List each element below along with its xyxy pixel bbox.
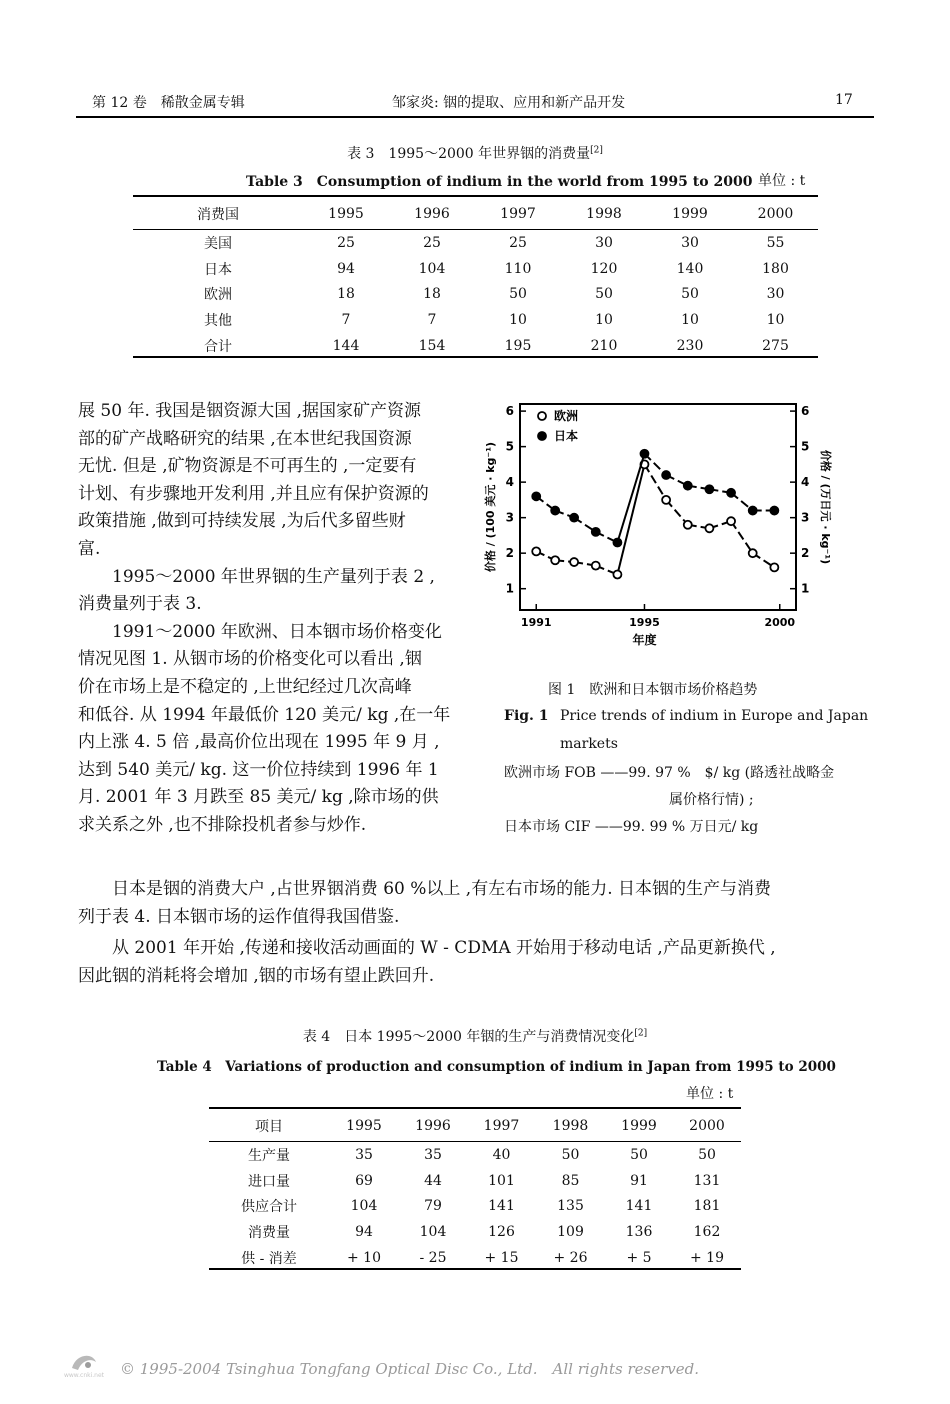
table4-cell: 50 bbox=[630, 1146, 648, 1163]
table4 bbox=[209, 1111, 741, 1271]
x-tick-label: 1995 bbox=[629, 616, 660, 629]
table3-cell: 140 bbox=[676, 260, 704, 277]
running-header-journal: 第 12 卷 稀散金属专辑 bbox=[92, 95, 245, 111]
table4-bottom-rule bbox=[209, 1268, 741, 1270]
table4-cell: 141 bbox=[625, 1198, 653, 1215]
table3-cell: 25 bbox=[423, 234, 441, 251]
table4-cell: 101 bbox=[488, 1172, 515, 1189]
table4-cell: 79 bbox=[424, 1198, 442, 1215]
para-japan-line2: 列于表 4. 日本铟市场的运作值得我国借鉴. bbox=[78, 907, 400, 927]
table3-cell: 25 bbox=[337, 234, 355, 251]
table3-col-header: 1998 bbox=[586, 206, 622, 222]
table4-cell: 85 bbox=[561, 1172, 580, 1189]
figure1-note-europe-line2: 属价格行情) ; bbox=[669, 792, 754, 808]
table3-cell: 合计 bbox=[204, 339, 232, 356]
table3-cell: 7 bbox=[427, 312, 437, 329]
table4-cell: 35 bbox=[355, 1146, 373, 1163]
x-tick-label: 2000 bbox=[764, 616, 796, 629]
body-line: 价在市场上是不稳定的 ,上世纪经过几次高峰 bbox=[78, 676, 412, 697]
y-tick-label-right: 6 bbox=[801, 404, 810, 419]
table4-cell: 生产量 bbox=[248, 1147, 290, 1164]
running-header-title: 邹家炎: 铟的提取、应用和新产品开发 bbox=[392, 95, 626, 111]
table4-cell: 供 - 消差 bbox=[241, 1251, 297, 1268]
legend-marker-europe bbox=[538, 412, 546, 420]
table3-cell: 30 bbox=[595, 234, 613, 251]
data-point-europe bbox=[551, 556, 559, 564]
body-line: 部的矿产战略研究的结果 ,在本世纪我国资源 bbox=[78, 428, 412, 449]
data-point-europe bbox=[662, 496, 670, 504]
x-tick-label: 1991 bbox=[520, 616, 552, 629]
data-point-europe bbox=[727, 517, 735, 525]
table3-cell: 30 bbox=[681, 234, 699, 251]
table4-cell: + 15 bbox=[484, 1250, 519, 1267]
series-line-europe bbox=[644, 464, 666, 500]
table4-cell: 消费量 bbox=[248, 1225, 290, 1242]
body-line: 政策措施 ,做到可持续发展 ,为后代多留些财 bbox=[78, 511, 406, 532]
table4-cell: + 5 bbox=[626, 1250, 652, 1267]
table4-row bbox=[209, 1168, 741, 1194]
y-axis-label-right: 价格 / (万日元 · kg⁻¹) bbox=[819, 449, 832, 565]
table3-cell: 94 bbox=[337, 260, 355, 277]
y-tick-label-right: 4 bbox=[801, 475, 810, 490]
body-left-column bbox=[78, 398, 478, 840]
figure1-caption-en-line1: Price trends of indium in Europe and Japan bbox=[560, 708, 869, 724]
y-tick-label-left: 6 bbox=[505, 404, 514, 419]
table4-cell: + 10 bbox=[347, 1250, 381, 1267]
table3-cell: 10 bbox=[595, 312, 613, 329]
legend-label-japan: 日本 bbox=[554, 429, 579, 443]
table3-cell: 120 bbox=[590, 260, 618, 277]
data-point-europe bbox=[613, 570, 621, 578]
figure1-note-europe-line1: 欧洲市场 FOB ——99. 97 % $/ kg (路透社战略金 bbox=[504, 765, 835, 781]
table3-cell: 275 bbox=[762, 338, 789, 355]
table3-top-rule bbox=[133, 195, 818, 197]
figure1-caption-en-line2: markets bbox=[560, 736, 618, 752]
table3-cell: 10 bbox=[766, 312, 785, 329]
table4-row bbox=[209, 1219, 741, 1245]
data-point-japan bbox=[570, 514, 578, 522]
table3-caption-en: Table 3 Consumption of indium in the world from 1995 to 2000 bbox=[246, 174, 753, 190]
data-point-europe bbox=[532, 547, 540, 555]
table3-cell: 110 bbox=[504, 260, 532, 277]
y-tick-label-right: 3 bbox=[801, 510, 810, 525]
header-rule bbox=[76, 116, 874, 118]
table4-caption-ref: [2] bbox=[634, 1028, 648, 1039]
data-point-japan bbox=[770, 507, 778, 515]
y-tick-label-left: 5 bbox=[505, 439, 514, 454]
table3-header-row bbox=[133, 199, 818, 230]
body-line: 富. bbox=[78, 538, 101, 559]
legend-marker-japan bbox=[538, 432, 546, 440]
data-point-japan bbox=[662, 471, 670, 479]
data-point-europe bbox=[592, 562, 600, 570]
data-point-japan bbox=[613, 539, 621, 547]
table3-cell: 10 bbox=[681, 312, 699, 329]
table4-col-header: 1999 bbox=[621, 1118, 657, 1134]
data-point-europe bbox=[570, 558, 578, 566]
table3-cell: 180 bbox=[762, 260, 789, 277]
table4-cell: 50 bbox=[698, 1146, 716, 1163]
y-tick-label-right: 1 bbox=[801, 581, 810, 596]
table3-cell: 230 bbox=[676, 338, 704, 355]
body-line: 和低谷. 从 1994 年最低价 120 美元/ kg ,在一年 bbox=[78, 704, 451, 725]
table4-cell: 50 bbox=[561, 1146, 580, 1163]
table3-col-header: 2000 bbox=[757, 206, 794, 222]
table3-cell: 104 bbox=[418, 260, 446, 277]
table3-cell: 50 bbox=[509, 286, 527, 303]
table3-cell: 195 bbox=[504, 338, 532, 355]
table4-cell: 35 bbox=[424, 1146, 442, 1163]
y-tick-label-left: 4 bbox=[505, 475, 514, 490]
footer-copyright: © 1995-2004 Tsinghua Tongfang Optical Disc Co., Ltd. All rights reserved. bbox=[120, 1360, 699, 1378]
table4-cell: 136 bbox=[625, 1224, 653, 1241]
data-point-japan bbox=[727, 489, 735, 497]
body-line: 1995～2000 年世界铟的生产量列于表 2 , bbox=[112, 566, 435, 587]
table3-caption-ref: [2] bbox=[590, 145, 603, 156]
table4-row bbox=[209, 1194, 741, 1220]
body-line: 达到 540 美元/ kg. 这一价位持续到 1996 年 1 bbox=[78, 759, 439, 780]
table3-row bbox=[133, 307, 818, 333]
table4-cell: + 26 bbox=[553, 1250, 588, 1267]
table4-cell: 131 bbox=[693, 1172, 721, 1189]
body-line: 展 50 年. 我国是铟资源大国 ,据国家矿产资源 bbox=[78, 401, 422, 421]
table3 bbox=[133, 199, 818, 359]
table4-caption-en: Table 4 Variations of production and consumption of indium in Japan from 1995 to 2000 bbox=[157, 1059, 836, 1075]
table3-cell: 154 bbox=[418, 338, 446, 355]
table3-col-header: 1999 bbox=[672, 206, 708, 222]
table4-cell: 109 bbox=[557, 1224, 584, 1241]
table3-caption-cn bbox=[0, 143, 950, 163]
table3-row bbox=[133, 282, 818, 308]
table3-row bbox=[133, 256, 818, 282]
body-line: 求关系之外 ,也不排除投机者参与炒作. bbox=[78, 814, 367, 835]
y-axis-label-left: 价格 / (100 美元 · kg⁻¹) bbox=[484, 441, 497, 573]
figure1-note-japan: 日本市场 CIF ——99. 99 % 万日元/ kg bbox=[504, 819, 759, 835]
data-point-japan bbox=[749, 507, 757, 515]
y-tick-label-right: 5 bbox=[801, 439, 810, 454]
data-point-europe bbox=[705, 524, 713, 532]
body-line: 无忧. 但是 ,矿物资源是不可再生的 ,一定要有 bbox=[78, 456, 417, 477]
table4-cell: + 19 bbox=[690, 1250, 724, 1267]
table4-col-header: 1997 bbox=[483, 1118, 520, 1134]
x-axis-label: 年度 bbox=[632, 633, 657, 647]
table4-cell: 181 bbox=[693, 1198, 721, 1215]
table4-cell: 162 bbox=[693, 1224, 721, 1241]
table3-cell: 日本 bbox=[204, 261, 232, 278]
body-line: 计划、有步骤地开发利用 ,并且应有保护资源的 bbox=[78, 483, 429, 504]
table4-cell: 69 bbox=[355, 1172, 373, 1189]
data-point-japan bbox=[640, 450, 648, 458]
table3-cell: 其他 bbox=[204, 313, 232, 330]
table4-cell: 141 bbox=[488, 1198, 515, 1215]
table3-cell: 25 bbox=[509, 234, 527, 251]
y-tick-label-right: 2 bbox=[801, 546, 810, 561]
para-wcdma-line2: 因此铟的消耗将会增加 ,铟的市场有望止跌回升. bbox=[78, 966, 435, 986]
page-number: 17 bbox=[835, 92, 853, 108]
table4-col-header: 2000 bbox=[689, 1118, 725, 1134]
series-line-europe bbox=[731, 521, 753, 553]
table3-col-header: 1997 bbox=[500, 206, 536, 222]
table3-row bbox=[133, 230, 818, 256]
table3-col-header: 1995 bbox=[328, 206, 364, 222]
series-line-europe bbox=[666, 500, 688, 525]
table4-cell: 135 bbox=[557, 1198, 584, 1215]
table3-cell: 50 bbox=[681, 286, 699, 303]
table4-cell: 44 bbox=[424, 1172, 442, 1189]
table3-cell: 欧洲 bbox=[204, 287, 232, 304]
table4-caption-text: 表 4 日本 1995～2000 年铟的生产与消费情况变化 bbox=[302, 1029, 635, 1045]
body-line: 月. 2001 年 3 月跌至 85 美元/ kg ,除市场的供 bbox=[78, 787, 439, 808]
table4-cell: 40 bbox=[492, 1146, 511, 1163]
figure1-caption-en-label: Fig. 1 bbox=[504, 708, 549, 724]
table4-cell: 94 bbox=[355, 1224, 373, 1241]
table3-bottom-rule bbox=[133, 356, 818, 358]
y-tick-label-left: 2 bbox=[505, 546, 514, 561]
data-point-europe bbox=[749, 549, 757, 557]
series-line-japan bbox=[617, 454, 644, 543]
table4-unit: 单位 : t bbox=[686, 1086, 734, 1102]
para-japan-line1: 日本是铟的消费大户 ,占世界铟消费 60 %以上 ,有左右市场的能力. 日本铟的生产与消费 bbox=[112, 879, 772, 899]
table4-col-header: 1996 bbox=[415, 1118, 451, 1134]
table3-cell: 210 bbox=[590, 338, 618, 355]
figure1-chart bbox=[482, 398, 838, 660]
para-wcdma-line1: 从 2001 年开始 ,传递和接收活动画面的 W - CDMA 开始用于移动电话 ,产品更新换代 , bbox=[112, 938, 776, 958]
table4-col-header: 1995 bbox=[346, 1118, 382, 1134]
y-tick-label-left: 1 bbox=[505, 581, 514, 596]
table3-cell: 30 bbox=[766, 286, 785, 303]
table3-cell: 美国 bbox=[204, 235, 232, 252]
figure1-caption-cn: 图 1 欧洲和日本铟市场价格趋势 bbox=[548, 682, 758, 698]
table4-cell: - 25 bbox=[419, 1250, 447, 1267]
table3-cell: 18 bbox=[423, 286, 441, 303]
series-line-europe bbox=[617, 464, 644, 574]
data-point-japan bbox=[705, 485, 713, 493]
table3-cell: 18 bbox=[337, 286, 355, 303]
data-point-europe bbox=[770, 563, 778, 571]
body-line: 1991～2000 年欧洲、日本铟市场价格变化 bbox=[112, 621, 442, 642]
table4-top-rule bbox=[209, 1107, 741, 1109]
table4-cell: 进口量 bbox=[248, 1173, 290, 1190]
data-point-europe bbox=[684, 521, 692, 529]
data-point-japan bbox=[684, 482, 692, 490]
table4-col-header: 项目 bbox=[255, 1119, 283, 1135]
data-point-japan bbox=[551, 507, 559, 515]
table4-cell: 126 bbox=[488, 1224, 515, 1241]
cnki-logo-text: www.cnki.net bbox=[63, 1372, 105, 1379]
table3-col-header: 1996 bbox=[414, 206, 450, 222]
table3-cell: 50 bbox=[595, 286, 613, 303]
body-line: 消费量列于表 3. bbox=[78, 594, 202, 615]
table4-cell: 91 bbox=[630, 1172, 648, 1189]
table3-cell: 7 bbox=[341, 312, 351, 329]
data-point-japan bbox=[592, 528, 600, 536]
table4-col-header: 1998 bbox=[552, 1118, 589, 1134]
body-line: 情况见图 1. 从铟市场的价格变化可以看出 ,铟 bbox=[78, 649, 422, 670]
table3-unit: 单位 : t bbox=[758, 173, 806, 189]
table4-header-row bbox=[209, 1111, 741, 1142]
table3-col-header: 消费国 bbox=[197, 207, 239, 223]
y-tick-label-left: 3 bbox=[505, 510, 514, 525]
table3-cell: 10 bbox=[509, 312, 527, 329]
table4-cell: 104 bbox=[350, 1198, 378, 1215]
body-line: 内上涨 4. 5 倍 ,最高价位出现在 1995 年 9 月 , bbox=[78, 732, 440, 753]
table4-cell: 104 bbox=[419, 1224, 447, 1241]
cnki-logo bbox=[58, 1348, 110, 1382]
table4-cell: 供应合计 bbox=[241, 1199, 297, 1216]
table3-cell: 144 bbox=[332, 338, 360, 355]
table3-cell: 55 bbox=[766, 234, 785, 251]
table3-caption-text: 表 3 1995～2000 年世界铟的消费量 bbox=[347, 146, 591, 162]
legend-label-europe: 欧洲 bbox=[554, 409, 579, 423]
table4-caption-cn bbox=[0, 1026, 950, 1046]
data-point-japan bbox=[532, 492, 540, 500]
table4-row bbox=[209, 1142, 741, 1168]
